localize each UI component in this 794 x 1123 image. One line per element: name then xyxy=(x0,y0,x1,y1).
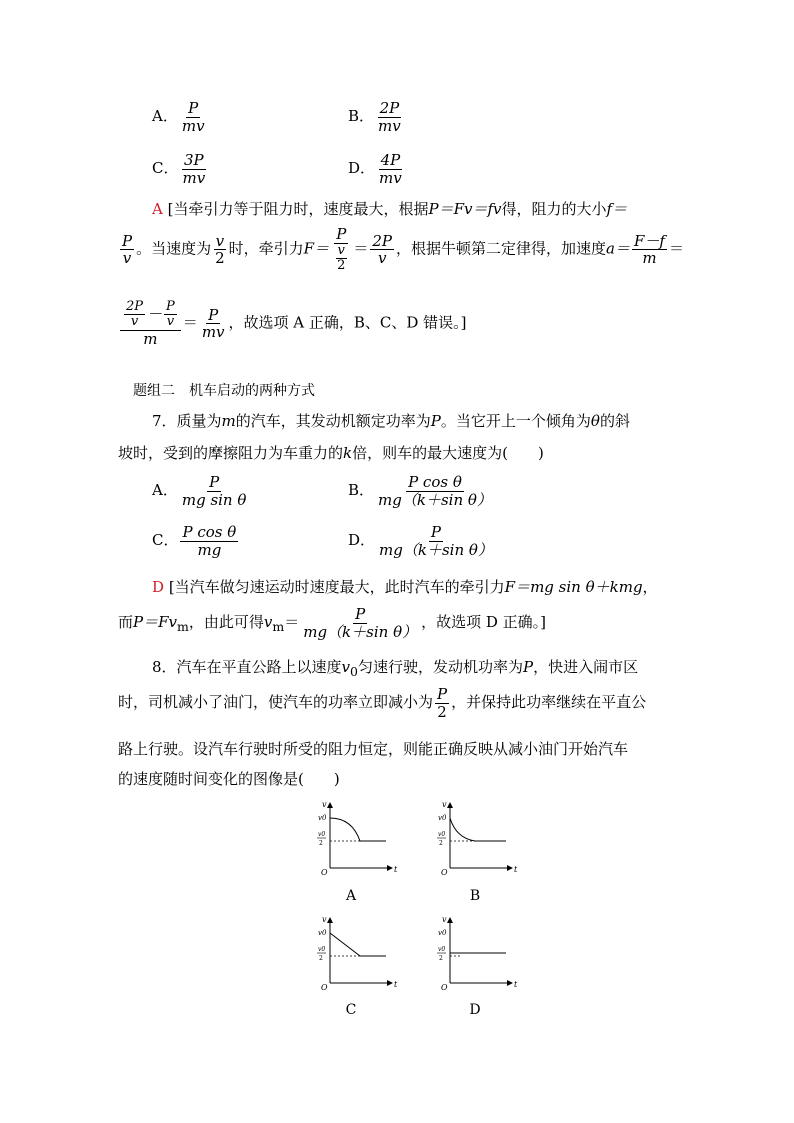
svg-text:v0: v0 xyxy=(438,831,446,838)
svg-text:v0: v0 xyxy=(318,831,326,838)
graph-a xyxy=(317,800,398,877)
section-title: 题组二 机车启动的两种方式 xyxy=(133,383,315,399)
svg-text:v: v xyxy=(442,915,447,924)
q7-stem-line2: 坡时，受到的摩擦阻力为车重力的k倍，则车的最大速度为( ) xyxy=(118,444,544,462)
svg-text:t: t xyxy=(394,980,398,989)
graph-a-curve xyxy=(330,818,386,841)
svg-text:O: O xyxy=(321,983,328,992)
graph-c-label: C xyxy=(345,1002,357,1018)
graph-c-line xyxy=(330,933,386,956)
q6-option-c: C． $\frac{3P}{mv}$ xyxy=(152,151,206,187)
q8-graphs xyxy=(310,798,530,1028)
svg-text:2: 2 xyxy=(319,955,323,962)
q8-stem-line2: 时，司机减小了油门，使汽车的功率立即减小为 $\frac{P}{2}$ ，并保持此功率继续在平直公 xyxy=(118,685,647,721)
svg-text:v0: v0 xyxy=(438,814,447,822)
graph-d xyxy=(437,915,518,992)
svg-text:2: 2 xyxy=(439,955,443,962)
q8-stem-line4: 的速度随时间变化的图像是( ) xyxy=(118,770,340,788)
q7-answer-letter: D xyxy=(152,578,165,596)
q7-stem-line1: 7．质量为m的汽车，其发动机额定功率为P。当它开上一个倾角为θ的斜 xyxy=(152,412,630,430)
graph-d-label: D xyxy=(469,1002,481,1018)
q6-option-d: D． $\frac{4P}{mv}$ xyxy=(348,151,402,187)
svg-text:v: v xyxy=(322,800,327,809)
svg-text:t: t xyxy=(514,980,518,989)
svg-text:v0: v0 xyxy=(438,929,447,937)
svg-text:2: 2 xyxy=(319,840,323,847)
q7-option-a: A． $\frac{P}{\text{mg sin θ}}$ xyxy=(152,473,247,509)
q7-solution-line1: D [当汽车做匀速运动时速度最大，此时汽车的牵引力F＝mg sin θ＋kmg， xyxy=(152,578,658,596)
svg-text:2: 2 xyxy=(439,840,443,847)
q6-solution-line3: $\frac{2P}{v}$ － $\frac{P}{v}$ m ＝ $\frac{P}{mv}$ ，故选项 A 正确，B、C、D 错误。] xyxy=(118,300,467,347)
graph-c xyxy=(317,915,398,992)
svg-text:t: t xyxy=(514,865,518,874)
q7-solution-line2: 而$P=Fv_m$，由此可得$v_m=$ $\frac{P}{\text{mg（k＋sin θ）}}$ ，故选项 D 正确。] xyxy=(118,605,547,641)
svg-text:v0: v0 xyxy=(318,929,327,937)
svg-text:v0: v0 xyxy=(318,814,327,822)
q7-option-c: C． $\frac{\text{P cos θ}}{mg}$ xyxy=(152,523,237,559)
svg-text:O: O xyxy=(321,868,328,877)
q7-option-b: B． $\frac{\text{P cos θ}}{\text{mg（k＋sin θ）}}$ xyxy=(348,473,492,509)
svg-text:v: v xyxy=(442,800,447,809)
q8-stem-line3: 路上行驶。设汽车行驶时所受的阻力恒定，则能正确反映从减小油门开始汽车 xyxy=(118,740,629,758)
svg-text:v0: v0 xyxy=(438,946,446,953)
svg-text:O: O xyxy=(441,868,448,877)
svg-text:O: O xyxy=(441,983,448,992)
q6-option-a: A． $\frac{P}{mv}$ xyxy=(152,99,205,135)
graph-b xyxy=(437,800,518,877)
svg-text:v0: v0 xyxy=(318,946,326,953)
q8-stem-line1: 8．汽车在平直公路上以速度$v_0$匀速行驶，发动机功率为P，快进入闹市区 xyxy=(152,658,639,679)
svg-text:t: t xyxy=(394,865,398,874)
graph-b-label: B xyxy=(469,888,481,904)
q6-solution-line2: $\frac{P}{v}$ 。当速度为 $\frac{v}{2}$ 时，牵引力F＝ $\frac{P}{\frac{v}{2}}$ ＝ $\frac{2P}{v}$ ，根据牛顿第二定律得，加速度a＝ $\frac{F-f}{m}$ ＝ xyxy=(122,225,684,273)
q6-solution-line1: A [当牵引力等于阻力时，速度最大，根据P＝Fv＝fv得，阻力的大小f＝ xyxy=(152,200,628,218)
graph-a-label: A xyxy=(345,888,357,904)
svg-text:v: v xyxy=(322,915,327,924)
q7-option-d: D． $\frac{P}{\text{mg（k＋sin θ）}}$ xyxy=(348,523,493,559)
graph-b-curve xyxy=(450,818,506,841)
q6-answer-letter: A xyxy=(152,200,163,218)
q6-option-b: B． $\frac{2P}{mv}$ xyxy=(348,99,401,135)
